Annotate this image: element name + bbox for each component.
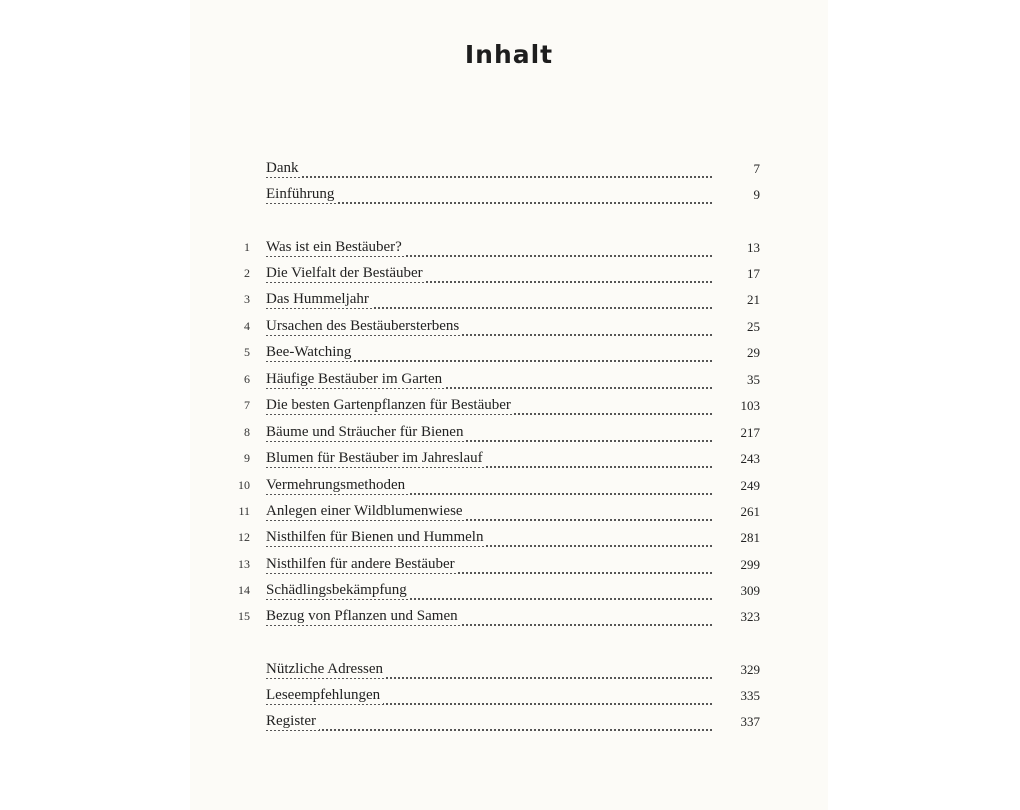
entry-title: Was ist ein Bestäuber?: [266, 239, 405, 256]
chapter-number: 15: [238, 609, 250, 623]
toc-entry: [190, 605, 828, 631]
entry-title: Bezug von Pflanzen und Samen: [266, 608, 461, 625]
toc-entry: [190, 183, 828, 209]
toc-entry: [190, 236, 828, 262]
entry-title: Das Hummeljahr: [266, 291, 372, 308]
entry-title: Bee-Watching: [266, 344, 354, 361]
dot-leader: [266, 157, 712, 183]
dot-leader: [266, 710, 712, 736]
entry-title: Schädlingsbekämpfung: [266, 582, 410, 599]
entry-title: Blumen für Bestäuber im Jahreslauf: [266, 450, 486, 467]
toc-entry: [190, 288, 828, 314]
page-number: 309: [740, 583, 760, 598]
page-number: 217: [740, 425, 760, 440]
page-number: 249: [740, 478, 760, 493]
page-number: 281: [740, 530, 760, 545]
page-number: 21: [747, 292, 760, 307]
toc-entry: [190, 341, 828, 367]
page-number: 337: [740, 714, 760, 729]
page-number: 7: [753, 161, 760, 176]
toc-entry: [190, 579, 828, 605]
page-number: 17: [747, 266, 760, 281]
entry-title: Die besten Gartenpflanzen für Bestäuber: [266, 397, 514, 414]
chapter-number: 6: [244, 372, 250, 386]
chapter-number: 13: [238, 557, 250, 571]
toc-entry: [190, 447, 828, 473]
entry-title: Vermehrungsmethoden: [266, 477, 408, 494]
entry-title: Anlegen einer Wildblumenwiese: [266, 503, 466, 520]
toc-entry: [190, 710, 828, 736]
toc-entry: [190, 315, 828, 341]
entry-title: Nützliche Adressen: [266, 661, 386, 678]
chapter-number: 11: [238, 504, 250, 518]
page-number: 13: [747, 240, 760, 255]
toc-entry: [190, 526, 828, 552]
entry-title: Leseempfehlungen: [266, 687, 383, 704]
toc-entry: [190, 421, 828, 447]
page-title: Inhalt: [464, 40, 554, 69]
toc-entry: [190, 553, 828, 579]
page-number: 9: [753, 187, 760, 202]
entry-title: Einführung: [266, 186, 337, 203]
page-number: 29: [747, 345, 760, 360]
toc-entry: [190, 394, 828, 420]
chapter-number: 10: [238, 478, 250, 492]
chapter-number: 4: [244, 319, 250, 333]
toc-entry: [190, 684, 828, 710]
page-number: 103: [740, 398, 760, 413]
entry-title: Nisthilfen für Bienen und Hummeln: [266, 529, 486, 546]
page-number: 25: [747, 319, 760, 334]
chapter-number: 1: [244, 240, 250, 254]
chapter-number: 12: [238, 530, 250, 544]
page-number: 335: [740, 688, 760, 703]
entry-title: Register: [266, 713, 319, 730]
toc-entry: [190, 500, 828, 526]
entry-title: Ursachen des Bestäubersterbens: [266, 318, 462, 335]
page-number: 261: [740, 504, 760, 519]
toc-entry: [190, 262, 828, 288]
toc-entry: [190, 658, 828, 684]
page-number: 243: [740, 451, 760, 466]
chapter-number: 7: [244, 398, 250, 412]
page-number: 299: [740, 557, 760, 572]
chapter-number: 3: [244, 292, 250, 306]
entry-title: Dank: [266, 160, 302, 177]
chapter-number: 9: [244, 451, 250, 465]
toc-entry: [190, 157, 828, 183]
chapter-number: 5: [244, 345, 250, 359]
page-number: 323: [740, 609, 760, 624]
entry-title: Nisthilfen für andere Bestäuber: [266, 556, 458, 573]
entry-title: Die Vielfalt der Bestäuber: [266, 265, 426, 282]
toc-entry: [190, 368, 828, 394]
page-number: 329: [740, 662, 760, 677]
entry-title: Bäume und Sträucher für Bienen: [266, 424, 466, 441]
chapter-number: 8: [244, 425, 250, 439]
book-page: [190, 0, 828, 810]
toc-entry: [190, 474, 828, 500]
chapter-number: 2: [244, 266, 250, 280]
entry-title: Häufige Bestäuber im Garten: [266, 371, 445, 388]
chapter-number: 14: [238, 583, 250, 597]
page-number: 35: [747, 372, 760, 387]
